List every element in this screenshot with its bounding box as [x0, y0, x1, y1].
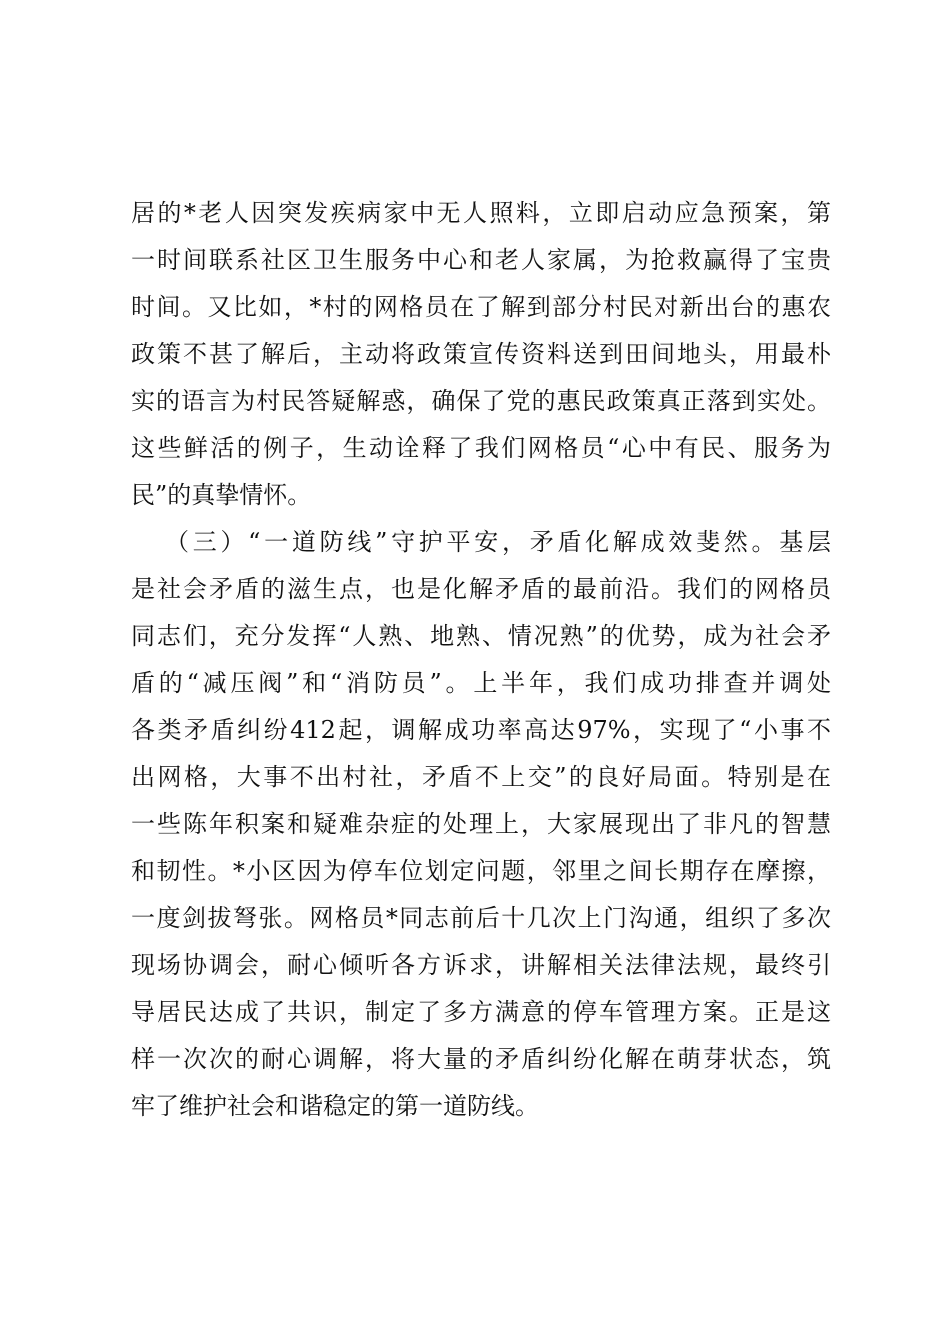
text-line: 实的语言为村民答疑解惑，确保了党的惠民政策真正落到实处。 — [131, 387, 831, 415]
text-line: 各类矛盾纠纷412起，调解成功率高达97%，实现了“小事不 — [131, 716, 831, 744]
text-line: 牢了维护社会和谐稳定的第一道防线。 — [131, 1092, 539, 1120]
text-line: 现场协调会，耐心倾听各方诉求，讲解相关法律法规，最终引 — [131, 951, 831, 979]
text-line: 这些鲜活的例子，生动诠释了我们网格员“心中有民、服务为 — [131, 434, 831, 462]
text-line: 时间。又比如，*村的网格员在了解到部分村民对新出台的惠农 — [131, 293, 831, 321]
text-line: （三）“一道防线”守护平安，矛盾化解成效斐然。基层 — [165, 528, 831, 556]
text-line: 一些陈年积案和疑难杂症的处理上，大家展现出了非凡的智慧 — [131, 810, 831, 838]
text-line: 一时间联系社区卫生服务中心和老人家属，为抢救赢得了宝贵 — [131, 246, 831, 274]
text-line: 导居民达成了共识，制定了多方满意的停车管理方案。正是这 — [131, 998, 831, 1026]
text-line: 民”的真挚情怀。 — [131, 481, 312, 509]
body-text — [131, 190, 831, 1130]
text-line: 是社会矛盾的滋生点，也是化解矛盾的最前沿。我们的网格员 — [131, 575, 831, 603]
text-line: 出网格，大事不出村社，矛盾不上交”的良好局面。特别是在 — [131, 763, 831, 791]
text-line: 和韧性。*小区因为停车位划定问题，邻里之间长期存在摩擦， — [131, 857, 831, 885]
paragraph — [131, 190, 831, 519]
text-line: 盾的“减压阀”和“消防员”。上半年，我们成功排查并调处 — [131, 669, 831, 697]
text-line: 同志们，充分发挥“人熟、地熟、情况熟”的优势，成为社会矛 — [131, 622, 831, 650]
paragraph — [131, 519, 831, 1130]
text-line: 样一次次的耐心调解，将大量的矛盾纠纷化解在萌芽状态，筑 — [131, 1045, 831, 1073]
text-line: 一度剑拔弩张。网格员*同志前后十几次上门沟通，组织了多次 — [131, 904, 831, 932]
text-line: 居的*老人因突发疾病家中无人照料，立即启动应急预案，第 — [131, 199, 831, 227]
text-line: 政策不甚了解后，主动将政策宣传资料送到田间地头，用最朴 — [131, 340, 831, 368]
